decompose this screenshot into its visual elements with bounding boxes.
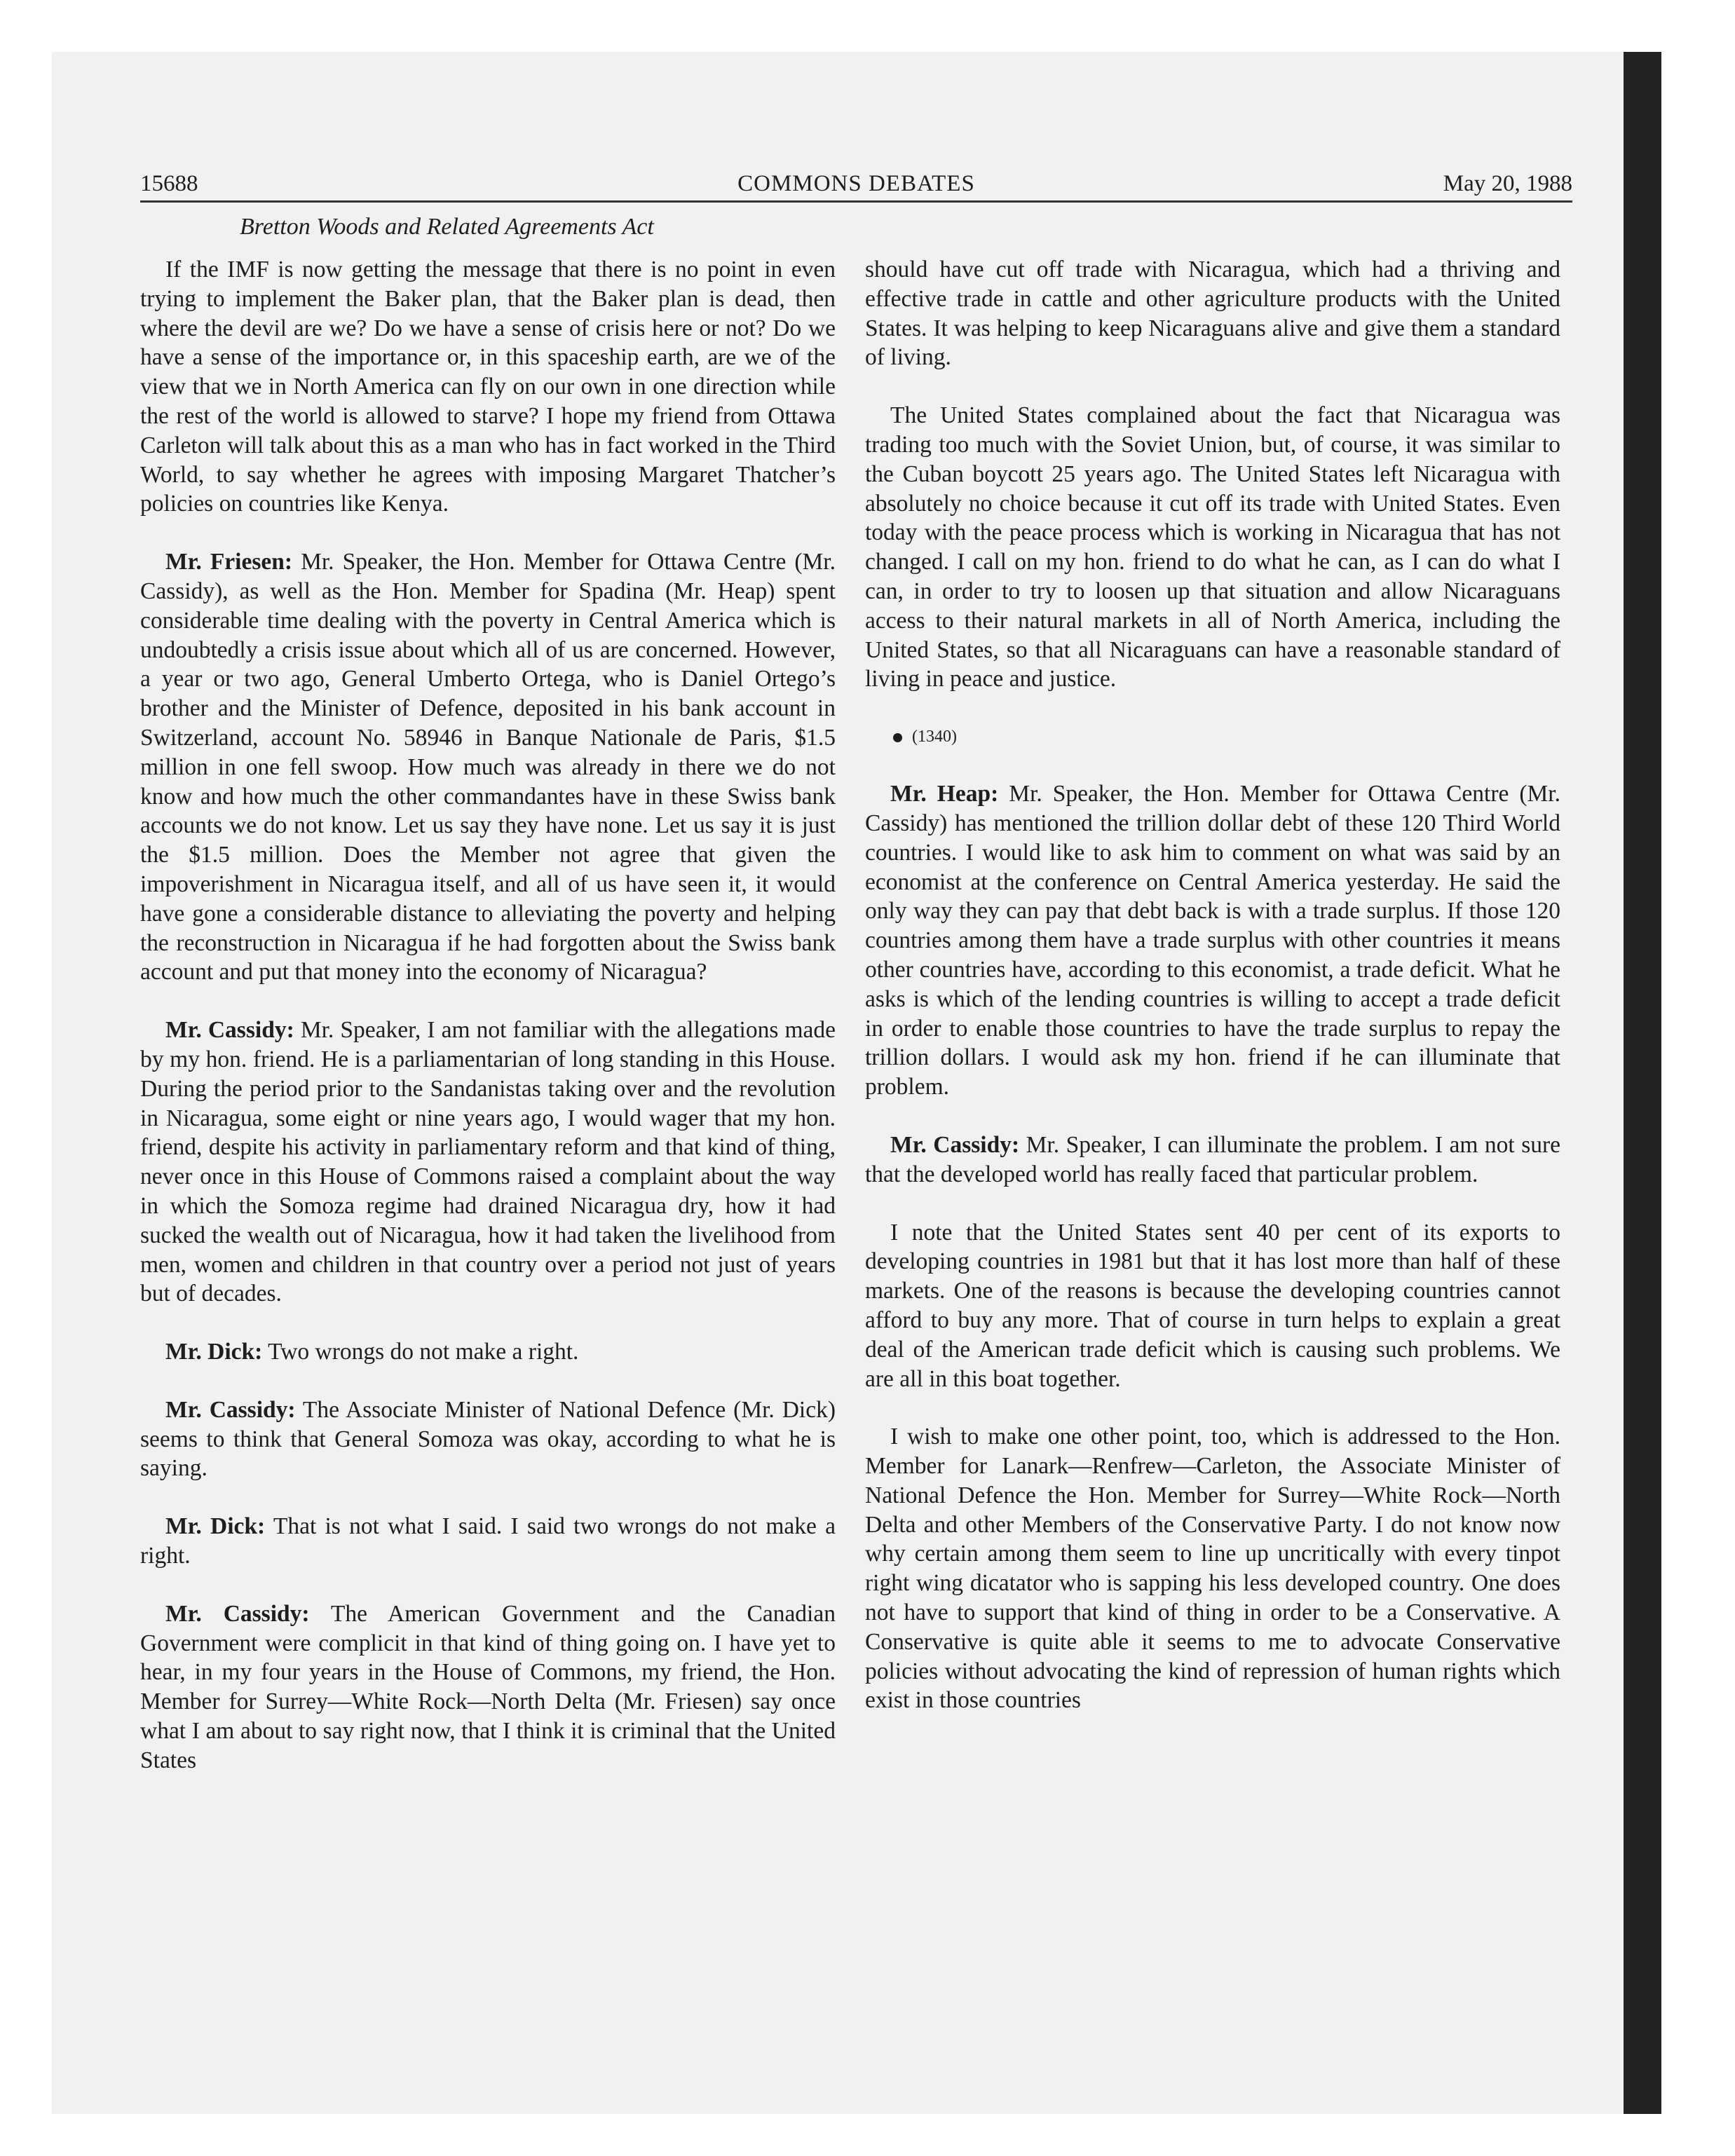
paragraph-text: Mr. Speaker, the Hon. Member for Ottawa Centre (Mr. Cassidy) has mentioned the trillion dollar debt of these 120 Third World countries. I would like to ask him to comment on what was said by an economist at the conference on Central America yesterday. He said the only way they can pay that debt back is with a trade surplus. If those 120 countries among them have a trade surplus with other countries it means other countries have, according to this economist, a trade deficit. What he asks is which of the lending countries is willing to accept a trade deficit in order to enable those countries to have the trade surplus to repay the trillion dollars. I would ask my hon. friend if he can illuminate that problem.	[865, 781, 1560, 1100]
paragraph-text: Mr. Speaker, the Hon. Member for Ottawa Centre (Mr. Cassidy), as well as the Hon. Member for Spadina (Mr. Heap) spent considerable time dealing with the poverty in Central America which is undoubtedly a crisis issue about which all of us are concerned. However, a year or two ago, General Umberto Ortega, who is Daniel Ortego’s brother and the Minister of Defence, deposited in his bank account in Switzerland, account No. 58946 in Banque Nationale de Paris, $1.5 million in one fell swoop. How much was already in there we do not know and how much the other commandantes have in these Swiss bank accounts we do not know. Let us say they have none. Let us say it is just the $1.5 million. Does the Member not agree that given the impoverishment in Nicaragua itself, and all of us have seen it, it would have gone a considerable distance to alleviating the poverty and helping the reconstruction in Nicaragua if he had forgotten about the Swiss bank account and put that money into the economy of Nicaragua?	[140, 549, 836, 985]
left-paragraph-2	[140, 547, 836, 987]
left-paragraph-5	[140, 1396, 836, 1483]
running-title: Bretton Woods and Related Agreements Act	[240, 214, 654, 240]
left-paragraph-7	[140, 1599, 836, 1775]
time-marker-text: (1340)	[912, 728, 957, 746]
left-paragraph-4	[140, 1337, 836, 1367]
speaker-name: Mr. Dick:	[165, 1513, 266, 1540]
speaker-name: Mr. Friesen:	[165, 549, 293, 575]
right-column	[865, 255, 1560, 1744]
speaker-name: Mr. Cassidy:	[890, 1131, 1020, 1158]
publication-title: COMMONS DEBATES	[737, 171, 975, 196]
publication-date: May 20, 1988	[1443, 171, 1572, 196]
speaker-name: Mr. Cassidy:	[165, 1017, 294, 1044]
paragraph-text: If the IMF is now getting the message that there is no point in even trying to implement the Baker plan, that the Baker plan is dead, then where the devil are we? Do we have a sense of crisis here or not? Do we have a sense of the importance or, in this spaceship earth, are we of the view that we in North America can fly on our own in one direction while the rest of the world is allowed to starve? I hope my friend from Ottawa Carleton will talk about this as a man who has in fact worked in the Third World, to say whether he agrees with imposing Margaret Thatcher’s policies on countries like Kenya.	[140, 257, 836, 517]
right-paragraph-2: The United States complained about the fact that Nicaragua was trading too much with the Soviet Union, but, of course, it was similar to the Cuban boycott 25 years ago. The United States left Nicaragua with absolutely no choice because it cut off its trade with United States. Even today with the peace process which is working in Nicaragua that has not changed. I call on my hon. friend to do what he can, as I can do what I can, in order to try to loosen up that situation and allow Nicaraguans access to their natural markets in all of North America, including the United States, so that all Nicaraguans can have a reasonable standard of living in peace and justice.	[865, 402, 1560, 692]
scan-edge-shadow	[1624, 52, 1661, 2114]
paragraph-text: Mr. Speaker, I am not familiar with the allegations made by my hon. friend. He is a parliamentarian of long standing in this House. During the period prior to the Sandanistas taking over and the revolution in Nicaragua, some eight or nine years ago, I would wager that my hon. friend, despite his activity in parliamentary reform and that kind of thing, never once in this House of Commons raised a complaint about the way in which the Somoza regime had drained Nicaragua dry, how it had sucked the wealth out of Nicaragua, how it had taken the livelihood from men, women and children in that country over a period not just of years but of decades.	[140, 1017, 836, 1307]
page-number: 15688	[140, 171, 198, 196]
speaker-name: Mr. Cassidy:	[165, 1600, 310, 1627]
paragraph-text: That is not what I said. I said two wrongs do not make a right.	[140, 1513, 836, 1569]
right-paragraph-heap	[865, 779, 1560, 1102]
paragraph-text: The American Government and the Canadian Government were complicit in that kind of thing going on. I have yet to hear, in my four years in the House of Commons, my friend, the Hon. Member for Surrey—White Rock—North Delta (Mr. Friesen) say once what I am about to say right now, that I think it is criminal that the United States	[140, 1600, 836, 1773]
paragraph-text: The Associate Minister of National Defence (Mr. Dick) seems to think that General Somoza was okay, according to what he is saying.	[140, 1396, 836, 1482]
right-paragraph-final: I wish to make one other point, too, which is addressed to the Hon. Member for Lanark—Renfrew—Carleton, the Associate Minister of National Defence the Hon. Member for Surrey—White Rock—North Delta and other Members of the Conservative Party. I do not know now why certain among them seem to line up uncritically with every tinpot right wing dicatator who is sapping his less developed country. One does not have to support that kind of thing in order to be a Conservative. A Conservative is quite able it seems to me to advocate Conservative policies without advocating the kind of repression of human rights which exist in those countries	[865, 1424, 1560, 1714]
bullet-icon	[893, 733, 902, 742]
speaker-name: Mr. Dick:	[165, 1339, 263, 1365]
paragraph-text: Mr. Speaker, I can illuminate the problem. I am not sure that the developed world has really faced that particular problem.	[865, 1131, 1561, 1187]
speaker-name: Mr. Cassidy:	[165, 1396, 296, 1423]
left-paragraph-3	[140, 1016, 836, 1309]
right-paragraph-exports: I note that the United States sent 40 per cent of its exports to developing countries in 1981 but that it has lost more than half of these markets. One of the reasons is because the developing countries cannot afford to buy any more. That of course in turn helps to explain a great deal of the American trade deficit which is causing such problems. We are all in this boat together.	[865, 1219, 1560, 1392]
right-continuation: should have cut off trade with Nicaragua, which had a thriving and effective trade in cattle and other agriculture products with the United States. It was helping to keep Nicaraguans alive and give them a standard of living.	[865, 257, 1560, 371]
speaker-name: Mr. Heap:	[890, 781, 999, 807]
left-paragraph-6	[140, 1512, 836, 1571]
left-column	[140, 255, 836, 1804]
left-paragraph-1	[140, 255, 836, 519]
time-marker	[865, 723, 1560, 751]
page-header	[140, 167, 1572, 203]
right-paragraph-cassidy	[865, 1131, 1560, 1189]
paragraph-text: Two wrongs do not make a right.	[268, 1339, 579, 1365]
